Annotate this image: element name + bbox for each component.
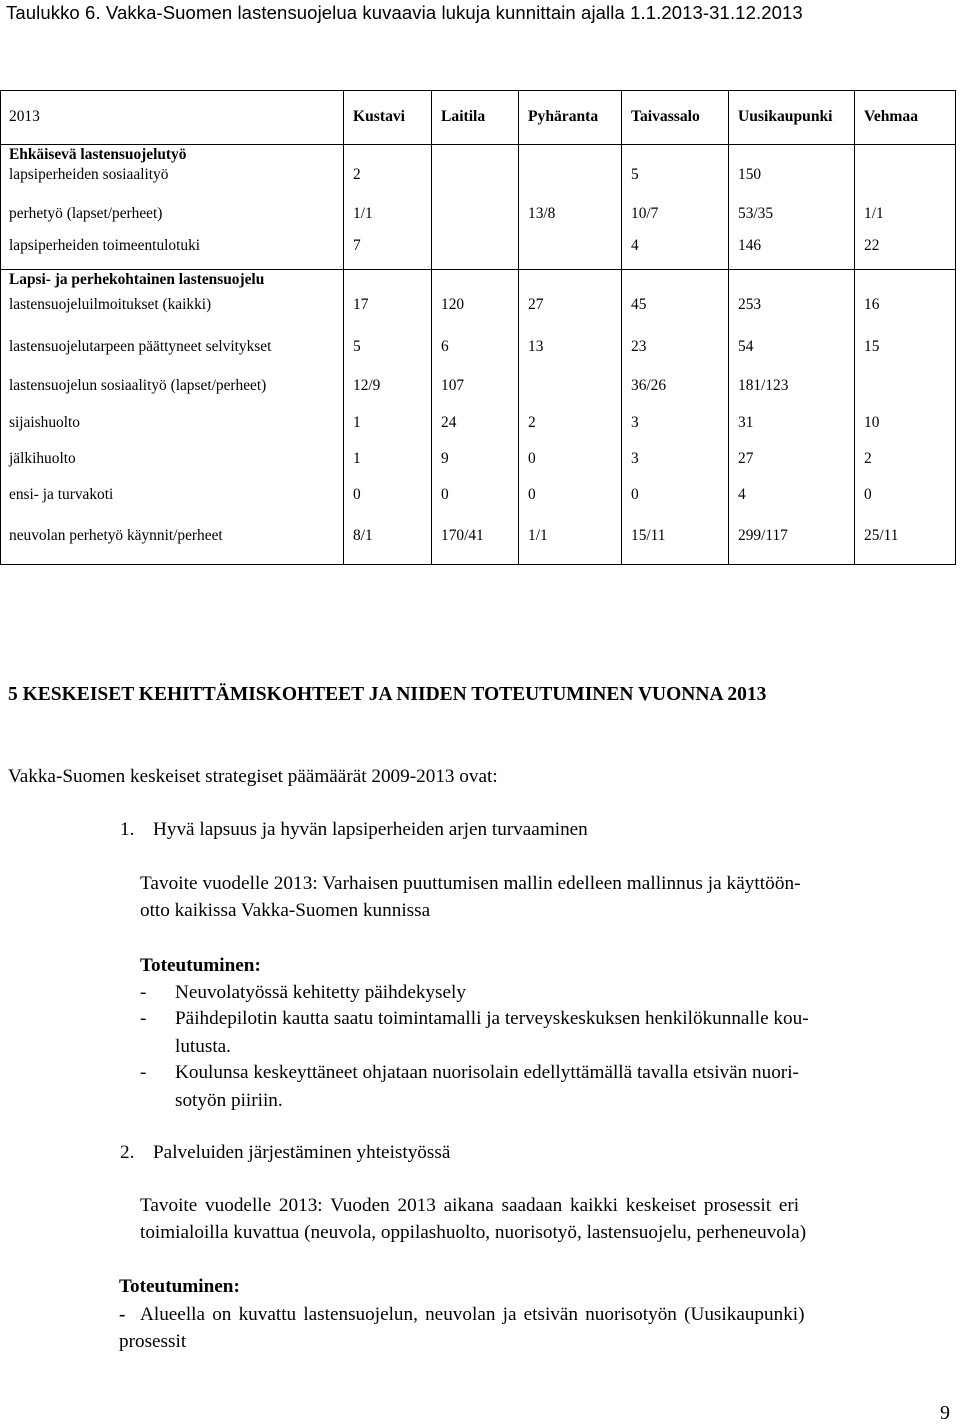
table-cell: 150 [738, 166, 762, 183]
table-cell: 10/7 [631, 205, 659, 222]
table-caption: Taulukko 6. Vakka-Suomen lastensuojelua kuvaavia lukuja kunnittain ajalla 1.1.2013-31.12.2013 [6, 2, 803, 23]
table-cell: 2 [528, 414, 536, 431]
section-title-child-protection: Lapsi- ja perhekohtainen lastensuojelu [9, 271, 265, 288]
table-cell: 1 [353, 414, 361, 431]
target-text: Tavoite vuodelle 2013: Varhaisen puuttumisen mallin edelleen mallinnus ja käyttöön- [140, 873, 801, 894]
realization-label: Toteutuminen: [119, 1276, 240, 1297]
row-label: lapsiperheiden sosiaalityö [9, 166, 169, 183]
table-cell: 15/11 [631, 527, 666, 544]
intro-text: Vakka-Suomen keskeiset strategiset päämäärät 2009-2013 ovat: [8, 766, 498, 787]
column-header-kustavi: Kustavi [353, 108, 405, 125]
table-cell: 24 [441, 414, 457, 431]
table-cell: 13 [528, 338, 544, 355]
section-heading: 5 KESKEISET KEHITTÄMISKOHTEET JA NIIDEN TOTEUTUMINEN VUONNA 2013 [8, 684, 767, 705]
table-cell: 120 [441, 296, 465, 313]
row-label: lastensuojelutarpeen päättyneet selvitykset [9, 338, 272, 355]
table-cell: 170/41 [441, 527, 484, 544]
table-column-rule [431, 91, 432, 564]
table-cell: 3 [631, 414, 639, 431]
table-column-rule [621, 91, 622, 564]
table-cell: 10 [864, 414, 880, 431]
target-text: toimialoilla kuvattua (neuvola, oppilashuolto, nuorisotyö, lastensuojelu, perheneuvola) [140, 1222, 807, 1243]
row-label: ensi- ja turvakoti [9, 486, 114, 503]
table-cell: 0 [441, 486, 449, 503]
bullet-text: sotyön piiriin. [175, 1090, 283, 1111]
bullet-text: prosessit [119, 1331, 187, 1352]
table-cell: 15 [864, 338, 880, 355]
table-cell: 1/1 [528, 527, 548, 544]
column-header-taivassalo: Taivassalo [631, 108, 700, 125]
table-cell: 25/11 [864, 527, 899, 544]
table-cell: 146 [738, 237, 762, 254]
table-cell: 253 [738, 296, 762, 313]
table-cell: 1 [353, 450, 361, 467]
row-label: sijaishuolto [9, 414, 80, 431]
table-cell: 5 [353, 338, 361, 355]
section-title-preventive: Ehkäisevä lastensuojelutyö [9, 146, 187, 163]
row-label: perhetyö (lapset/perheet) [9, 205, 163, 222]
goal-number: 1. [120, 819, 135, 840]
column-header-laitila: Laitila [441, 108, 486, 125]
table-cell: 53/35 [738, 205, 774, 222]
page-number: 9 [940, 1402, 950, 1424]
row-label: lastensuojeluilmoitukset (kaikki) [9, 296, 212, 313]
table-cell: 27 [738, 450, 754, 467]
table-cell: 3 [631, 450, 639, 467]
goal-number: 2. [120, 1142, 135, 1163]
bullet-dash: - [119, 1304, 126, 1325]
table-cell: 0 [353, 486, 361, 503]
bullet-text: Päihdepilotin kautta saatu toimintamalli ja terveyskeskuksen henkilökunnalle kou- [175, 1008, 809, 1029]
table-cell: 23 [631, 338, 647, 355]
bullet-text: Koulunsa keskeyttäneet ohjataan nuorisolain edellyttämällä tavalla etsivän nuori- [175, 1062, 799, 1083]
table-cell: 22 [864, 237, 880, 254]
table-cell: 45 [631, 296, 647, 313]
table-cell: 17 [353, 296, 369, 313]
table-cell: 54 [738, 338, 754, 355]
target-text: Tavoite vuodelle 2013: Vuoden 2013 aikana saadaan kaikki keskeiset prosessit eri [140, 1195, 800, 1216]
table-cell: 1/1 [353, 205, 373, 222]
table-cell: 1/1 [864, 205, 884, 222]
table-cell: 36/26 [631, 377, 667, 394]
table-cell: 299/117 [738, 527, 788, 544]
column-header-vehmaa: Vehmaa [864, 108, 919, 125]
table-column-rule [518, 91, 519, 564]
bullet-dash: - [140, 1008, 147, 1029]
table-cell: 181/123 [738, 377, 789, 394]
table-cell: 5 [631, 166, 639, 183]
table-cell: 0 [528, 486, 536, 503]
table-cell: 9 [441, 450, 449, 467]
realization-label: Toteutuminen: [140, 955, 261, 976]
table-cell: 7 [353, 237, 361, 254]
table-cell: 0 [631, 486, 639, 503]
row-label: lapsiperheiden toimeentulotuki [9, 237, 201, 254]
goal-title: Palveluiden järjestäminen yhteistyössä [153, 1142, 451, 1163]
row-label: jälkihuolto [9, 450, 76, 467]
table-column-rule [343, 91, 344, 564]
row-label: lastensuojelun sosiaalityö (lapset/perheet) [9, 377, 267, 394]
bullet-dash: - [140, 982, 147, 1003]
table-cell: 4 [738, 486, 746, 503]
bullet-dash: - [140, 1062, 147, 1083]
table-corner-year: 2013 [9, 108, 40, 125]
table-cell: 8/1 [353, 527, 373, 544]
table-cell: 31 [738, 414, 754, 431]
table-cell: 0 [528, 450, 536, 467]
table-cell: 4 [631, 237, 639, 254]
table-cell: 2 [864, 450, 872, 467]
target-text: otto kaikissa Vakka-Suomen kunnissa [140, 900, 431, 921]
table-cell: 16 [864, 296, 880, 313]
column-header-uusikaupunki: Uusikaupunki [738, 108, 833, 125]
column-header-pyharanta: Pyhäranta [528, 108, 599, 125]
row-label: neuvolan perhetyö käynnit/perheet [9, 527, 223, 544]
bullet-text: lutusta. [175, 1036, 231, 1057]
table-column-rule [854, 91, 855, 564]
table-rule [1, 144, 955, 145]
table-cell: 12/9 [353, 377, 381, 394]
table-rule [1, 269, 955, 270]
table-cell: 0 [864, 486, 872, 503]
table-cell: 27 [528, 296, 544, 313]
table-cell: 13/8 [528, 205, 556, 222]
bullet-text: Neuvolatyössä kehitetty päihdekysely [175, 982, 466, 1003]
table-column-rule [728, 91, 729, 564]
table-cell: 107 [441, 377, 465, 394]
goal-title: Hyvä lapsuus ja hyvän lapsiperheiden arjen turvaaminen [153, 819, 588, 840]
table-cell: 2 [353, 166, 361, 183]
bullet-text: Alueella on kuvattu lastensuojelun, neuvolan ja etsivän nuorisotyön (Uusikaupunki) [140, 1304, 805, 1325]
table-cell: 6 [441, 338, 449, 355]
statistics-table [0, 90, 956, 565]
